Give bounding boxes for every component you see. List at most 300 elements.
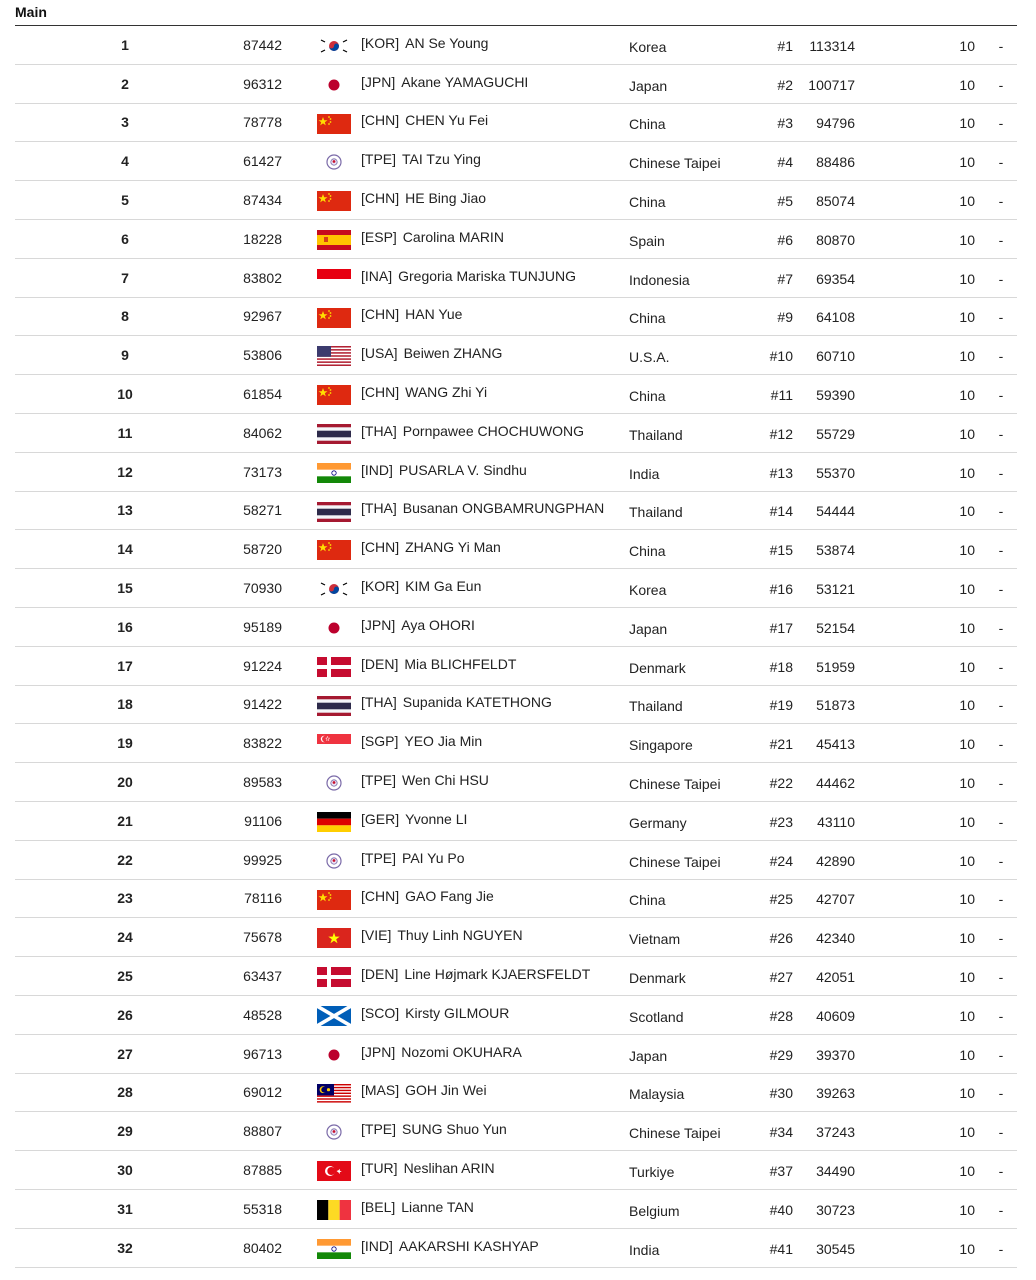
table-row[interactable] [15,569,1017,608]
singapore-flag-icon [317,734,351,754]
thailand-flag-icon [317,502,351,522]
table-row[interactable] [15,724,1017,763]
player-id-cell: 84062 [243,424,282,441]
table-row[interactable] [15,375,1017,414]
events-cell: 10 [959,1163,975,1179]
player-name[interactable]: PUSARLA V. Sindhu [398,461,527,478]
extra-cell: - [998,891,1004,908]
malaysia-flag-icon [317,1084,351,1104]
rank-cell: 15 [117,580,133,597]
japan-flag-icon [317,618,351,638]
player-id-cell: 89583 [243,774,282,791]
country-cell: Thailand [629,698,683,715]
events-cell: 10 [959,891,975,908]
rank-cell: 4 [121,153,129,170]
player-name[interactable]: Thuy Linh NGUYEN [397,927,523,944]
player-cell[interactable] [361,296,631,334]
table-row[interactable] [15,686,1017,725]
points-cell: 55370 [816,464,855,481]
events-cell: 10 [959,193,975,210]
table-row[interactable] [15,802,1017,841]
table-row[interactable] [15,259,1017,298]
player-cell[interactable] [361,567,631,605]
extra-cell: - [998,37,1004,54]
seed-cell: #26 [769,930,793,947]
country-cell: Turkiye [629,1164,675,1180]
player-name[interactable]: Carolina MARIN [402,228,504,245]
extra-cell: - [998,270,1004,287]
player-cell[interactable] [361,916,631,954]
extra-cell: - [998,1163,1004,1179]
player-id-cell: 99925 [243,851,282,868]
seed-cell: #21 [769,736,793,753]
player-cell[interactable] [361,994,631,1032]
player-cell[interactable] [361,955,631,993]
events-cell: 10 [959,930,975,947]
player-id-cell: 80402 [243,1239,282,1256]
events-cell: 10 [959,658,975,675]
country-cell: Belgium [629,1202,680,1219]
player-cell[interactable] [361,334,631,372]
country-code: [SCO] [361,1004,400,1021]
player-name[interactable]: Nozomi OKUHARA [401,1043,522,1060]
country-code: [KOR] [361,578,400,595]
country-cell: China [629,194,666,211]
rank-cell: 10 [117,386,133,403]
rank-cell: 1 [121,36,129,53]
china-flag-icon [317,191,351,211]
events-cell: 10 [959,387,975,404]
player-cell[interactable] [361,490,631,528]
country-cell: Scotland [629,1008,684,1025]
seed-cell: #13 [769,464,793,481]
chinese-taipei-flag-icon [317,851,351,871]
events-cell: 10 [959,736,975,753]
player-id-cell: 63437 [243,968,282,985]
player-name[interactable]: HAN Yue [405,306,463,323]
country-code: [MAS] [361,1082,400,1099]
country-code: [IND] [361,1237,393,1254]
country-cell: Chinese Taipei [629,853,721,870]
events-cell: 10 [959,154,975,171]
country-code: [USA] [361,345,398,362]
table-row[interactable] [15,763,1017,802]
player-cell[interactable] [361,102,631,140]
table-row[interactable] [15,530,1017,569]
country-code: [INA] [361,267,393,284]
table-row[interactable] [15,298,1017,337]
country-cell: Germany [629,814,687,831]
player-name[interactable]: PAI Yu Po [402,849,465,866]
seed-cell: #29 [769,1046,793,1063]
country-code: [DEN] [361,966,399,983]
player-cell[interactable] [361,878,631,916]
player-id-cell: 87434 [243,192,282,209]
country-cell: Chinese Taipei [629,1125,721,1142]
india-flag-icon [317,1239,351,1259]
country-code: [SGP] [361,733,399,750]
player-name[interactable]: GOH Jin Wei [405,1082,487,1099]
table-row[interactable] [15,841,1017,880]
chinese-taipei-flag-icon [317,1122,351,1142]
player-cell[interactable] [361,24,631,62]
chinese-taipei-flag-icon [317,773,351,793]
rank-cell: 17 [117,657,133,674]
country-code: [CHN] [361,306,400,323]
player-name[interactable]: Mia BLICHFELDT [404,655,517,672]
player-name[interactable]: Kirsty GILMOUR [405,1004,510,1021]
country-code: [GER] [361,810,400,827]
extra-cell: - [998,348,1004,365]
country-code: [JPN] [361,1043,396,1060]
player-id-cell: 53806 [243,347,282,364]
player-id-cell: 69012 [243,1084,282,1101]
china-flag-icon [317,114,351,134]
extra-cell: - [998,387,1004,404]
seed-cell: #3 [777,115,793,132]
events-cell: 10 [959,37,975,54]
extra-cell: - [998,736,1004,753]
player-name[interactable]: Gregoria Mariska TUNJUNG [398,267,577,284]
scotland-flag-icon [317,1006,351,1026]
player-name[interactable]: YEO Jia Min [404,733,483,750]
country-cell: Japan [629,620,668,637]
denmark-flag-icon [317,657,351,677]
country-cell: Chinese Taipei [629,776,721,793]
player-id-cell: 91422 [243,696,282,713]
player-name[interactable]: Busanan ONGBAMRUNGPHAN [402,500,605,517]
player-id-cell: 75678 [243,929,282,946]
table-row[interactable] [15,142,1017,181]
extra-cell: - [998,775,1004,792]
table-row[interactable] [15,1190,1017,1229]
player-id-cell: 91106 [244,812,282,829]
country-code: [TPE] [361,849,397,866]
extra-cell: - [998,1240,1004,1257]
points-cell: 45413 [816,736,855,753]
seed-cell: #18 [769,658,793,675]
extra-cell: - [998,852,1004,869]
player-id-cell: 92967 [243,308,282,325]
player-id-cell: 61854 [243,386,282,403]
points-cell: 53121 [816,581,855,598]
extra-cell: - [998,813,1004,830]
player-id-cell: 96312 [243,75,282,92]
table-row[interactable] [15,414,1017,453]
rank-cell: 12 [117,463,133,480]
extra-cell: - [998,464,1004,481]
player-name[interactable]: Supanida KATETHONG [402,694,552,711]
rank-cell: 24 [117,929,133,946]
points-cell: 53874 [816,542,855,559]
rank-cell: 32 [117,1239,133,1256]
player-name[interactable]: KIM Ga Eun [405,578,482,595]
extra-cell: - [998,115,1004,132]
table-row[interactable] [15,1035,1017,1074]
rank-cell: 9 [121,347,129,364]
country-code: [KOR] [361,34,400,51]
points-cell: 88486 [816,154,855,171]
seed-cell: #30 [769,1085,793,1102]
extra-cell: - [998,1201,1004,1218]
player-id-cell: 95189 [243,618,282,635]
extra-cell: - [998,425,1004,442]
seed-cell: #19 [769,697,793,714]
table-row[interactable] [15,647,1017,686]
rankings-table [15,26,1017,1268]
player-cell[interactable] [361,179,631,217]
points-cell: 94796 [816,115,855,132]
player-name[interactable]: ZHANG Yi Man [405,539,501,556]
thailand-flag-icon [317,696,351,716]
points-cell: 100717 [808,76,855,93]
seed-cell: #28 [769,1007,793,1024]
table-row[interactable] [15,220,1017,259]
events-cell: 10 [959,1046,975,1063]
country-cell: Denmark [629,659,686,676]
player-cell[interactable] [361,1188,631,1226]
events-cell: 10 [959,1124,975,1141]
table-row[interactable] [15,996,1017,1035]
country-code: [TPE] [361,772,397,789]
seed-cell: #15 [769,542,793,559]
rank-cell: 31 [117,1200,133,1217]
country-code: [DEN] [361,655,399,672]
points-cell: 30545 [816,1240,855,1257]
player-cell[interactable] [361,1072,631,1110]
points-cell: 30723 [816,1201,855,1218]
seed-cell: #24 [769,852,793,869]
player-cell[interactable] [361,218,631,256]
seed-cell: #14 [769,503,793,520]
rank-cell: 3 [121,114,129,131]
seed-cell: #5 [777,193,793,210]
seed-cell: #1 [777,37,793,54]
player-cell[interactable] [361,373,631,411]
player-cell[interactable] [361,1110,631,1148]
table-row[interactable] [15,880,1017,919]
extra-cell: - [998,1085,1004,1102]
extra-cell: - [998,1007,1004,1024]
player-id-cell: 83802 [243,269,282,286]
country-cell: China [629,388,666,405]
points-cell: 39263 [816,1085,855,1102]
country-cell: Malaysia [629,1086,685,1103]
country-code: [THA] [361,422,397,439]
country-code: [BEL] [361,1198,396,1215]
country-cell: Korea [629,38,667,55]
player-name[interactable]: Beiwen ZHANG [403,345,503,362]
country-code: [CHN] [361,384,400,401]
table-row[interactable] [15,65,1017,104]
country-cell: India [629,465,660,482]
rank-cell: 25 [117,968,133,985]
rank-cell: 16 [117,618,133,635]
country-code: [THA] [361,500,397,517]
player-cell[interactable] [361,63,631,101]
seed-cell: #17 [769,619,793,636]
country-cell: India [629,1241,660,1258]
points-cell: 34490 [816,1163,855,1179]
events-cell: 10 [959,852,975,869]
player-name[interactable]: Neslihan ARIN [403,1160,495,1176]
table-row[interactable] [15,608,1017,647]
player-name[interactable]: Pornpawee CHOCHUWONG [402,422,585,439]
events-cell: 10 [959,503,975,520]
extra-cell: - [998,1046,1004,1063]
extra-cell: - [998,930,1004,947]
spain-flag-icon [317,230,351,250]
table-row[interactable] [15,181,1017,220]
turkiye-flag-icon [317,1161,351,1181]
seed-cell: #4 [777,154,793,171]
seed-cell: #16 [769,581,793,598]
seed-cell: #23 [769,813,793,830]
seed-cell: #7 [777,270,793,287]
extra-cell: - [998,969,1004,986]
country-cell: Singapore [629,737,693,754]
seed-cell: #37 [769,1163,793,1179]
points-cell: 39370 [816,1046,855,1063]
table-row[interactable] [15,26,1017,65]
rank-cell: 11 [117,424,133,441]
player-cell[interactable] [361,412,631,450]
player-name[interactable]: Line Højmark KJAERSFELDT [404,966,591,983]
table-row[interactable] [15,453,1017,492]
country-cell: Chinese Taipei [629,155,721,172]
country-cell: Vietnam [629,931,681,948]
player-cell[interactable] [361,140,631,178]
extra-cell: - [998,658,1004,675]
player-cell[interactable] [361,645,631,683]
points-cell: 42051 [816,969,855,986]
events-cell: 10 [959,1007,975,1024]
events-cell: 10 [959,1240,975,1257]
player-name[interactable]: TAI Tzu Ying [402,151,481,168]
japan-flag-icon [317,1045,351,1065]
player-name[interactable]: Akane YAMAGUCHI [401,73,529,90]
japan-flag-icon [317,75,351,95]
rank-cell: 8 [121,308,129,325]
events-cell: 10 [959,425,975,442]
player-name[interactable]: CHEN Yu Fei [405,112,489,129]
seed-cell: #2 [777,76,793,93]
table-row[interactable] [15,336,1017,375]
extra-cell: - [998,581,1004,598]
china-flag-icon [317,540,351,560]
country-code: [ESP] [361,228,397,245]
table-row[interactable] [15,104,1017,143]
player-name[interactable]: Lianne TAN [401,1198,474,1215]
china-flag-icon [317,890,351,910]
player-id-cell: 87442 [243,36,282,53]
rank-cell: 22 [117,851,133,868]
table-row[interactable] [15,492,1017,531]
thailand-flag-icon [317,424,351,444]
player-cell[interactable] [361,761,631,799]
player-cell[interactable] [361,1227,631,1265]
country-cell: Thailand [629,426,683,443]
player-id-cell: 83822 [243,735,282,752]
table-row[interactable] [15,1229,1017,1268]
player-name[interactable]: Wen Chi HSU [402,772,489,789]
player-name[interactable]: Aya OHORI [401,616,475,633]
player-cell[interactable] [361,1033,631,1071]
country-cell: Spain [629,232,665,249]
table-row[interactable] [15,1112,1017,1151]
country-code: [JPN] [361,616,396,633]
seed-cell: #34 [769,1124,793,1141]
country-cell: U.S.A. [629,349,670,366]
player-name[interactable]: SUNG Shuo Yun [402,1121,507,1138]
table-row[interactable] [15,1151,1017,1190]
rank-cell: 30 [117,1162,133,1178]
player-id-cell: 58720 [243,541,282,558]
seed-cell: #25 [769,891,793,908]
country-code: [CHN] [361,190,400,207]
player-id-cell: 55318 [243,1200,282,1217]
events-cell: 10 [959,775,975,792]
table-row[interactable] [15,957,1017,996]
events-cell: 10 [959,697,975,714]
table-row[interactable] [15,1074,1017,1113]
country-code: [TPE] [361,1121,397,1138]
points-cell: 40609 [816,1007,855,1024]
player-cell[interactable] [361,257,631,295]
denmark-flag-icon [317,967,351,987]
points-cell: 42890 [816,852,855,869]
rank-cell: 27 [117,1045,133,1062]
player-cell[interactable] [361,800,631,838]
player-cell[interactable] [361,1149,631,1187]
player-name[interactable]: GAO Fang Jie [405,888,494,905]
country-cell: China [629,116,666,133]
player-name[interactable]: AN Se Young [405,34,489,51]
country-code: [CHN] [361,539,400,556]
player-name[interactable]: AAKARSHI KASHYAP [398,1237,539,1254]
player-id-cell: 73173 [243,463,282,480]
rank-cell: 13 [117,502,133,519]
player-cell[interactable] [361,451,631,489]
korea-flag-icon [317,579,351,599]
points-cell: 51959 [816,658,855,675]
player-id-cell: 78778 [243,114,282,131]
events-cell: 10 [959,813,975,830]
events-cell: 10 [959,581,975,598]
player-cell[interactable] [361,528,631,566]
player-id-cell: 58271 [243,502,282,519]
player-name[interactable]: HE Bing Jiao [405,190,487,207]
indonesia-flag-icon [317,269,351,289]
extra-cell: - [998,542,1004,559]
player-cell[interactable] [361,684,631,722]
player-cell[interactable] [361,722,631,760]
country-cell: China [629,310,666,327]
points-cell: 37243 [816,1124,855,1141]
rank-cell: 29 [117,1123,133,1140]
player-cell[interactable] [361,606,631,644]
rank-cell: 6 [121,230,129,247]
table-row[interactable] [15,918,1017,957]
events-cell: 10 [959,231,975,248]
player-name[interactable]: Yvonne LI [405,810,468,827]
points-cell: 54444 [816,503,855,520]
points-cell: 60710 [816,348,855,365]
player-name[interactable]: WANG Zhi Yi [405,384,488,401]
player-cell[interactable] [361,839,631,877]
seed-cell: #9 [777,309,793,326]
player-id-cell: 61427 [243,153,282,170]
